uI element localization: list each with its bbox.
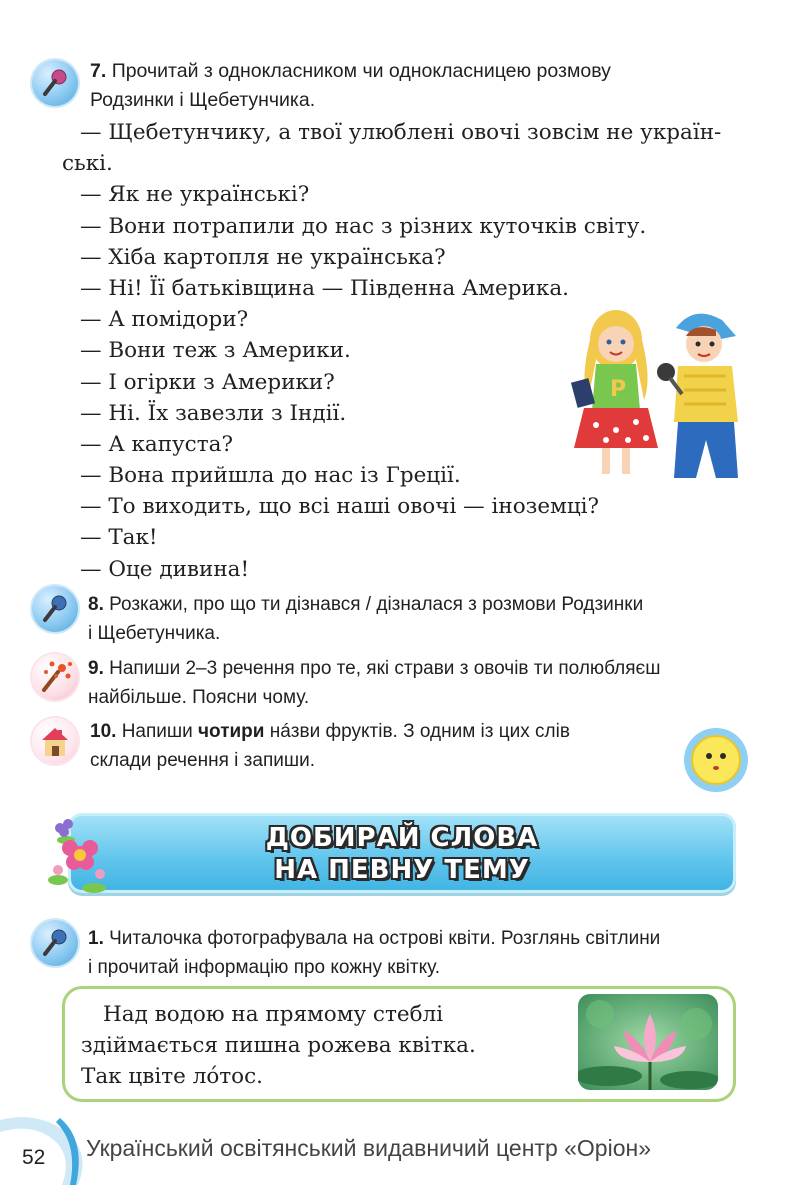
dialog-line: — Як не українські? xyxy=(80,182,310,208)
task-7-text: 7. Прочитай з однокласником чи однокласницею розмову Родзинки і Щебетунчика. xyxy=(90,60,611,111)
dialog-line: — Так! xyxy=(80,525,158,551)
task-9-text: 9. Напиши 2–3 речення про те, які страви з овочів ти полюбляєш найбільше. Поясни чому. xyxy=(88,658,661,708)
microphone-icon xyxy=(32,586,78,632)
task-1-text: 1. Читалочка фотографувала на острові квіти. Розглянь світлини і прочитай інформацію про кожну квітку. xyxy=(88,928,661,978)
lotus-photo xyxy=(578,994,718,1090)
microphone-icon xyxy=(32,60,78,106)
dialog-line: ські. xyxy=(62,151,113,177)
section-title-line-2: НА ПЕВНУ ТЕМУ xyxy=(274,855,530,885)
task-7-number: 7. xyxy=(90,60,107,82)
task-9-number: 9. xyxy=(88,658,104,679)
dialog-line: — Ні! Її батьківщина — Південна Америка. xyxy=(80,275,569,301)
kids-illustration xyxy=(566,300,746,482)
dialog-line: — Вони потрапили до нас з різних куточків світу. xyxy=(80,213,647,239)
task-10-bold-word: чотири xyxy=(198,721,265,742)
section-banner xyxy=(68,813,736,893)
dialog-line: — Вона прийшла до нас із Греції. xyxy=(80,463,461,489)
smiley-icon xyxy=(682,726,750,794)
dialog-line: — Ні. Їх завезли з Індії. xyxy=(80,400,347,426)
task-8-number: 8. xyxy=(88,594,104,615)
task-10-text: 10. Напиши чотири нáзви фруктів. З одним із цих слів склади речення і запиши. xyxy=(90,721,570,771)
task-8-text: 8. Розкажи, про що ти дізнався / дізналася з розмови Родзинки і Щебетунчика. xyxy=(88,594,644,644)
house-icon xyxy=(32,718,78,764)
dialog-line: — То виходить, що всі наші овочі — іноземці? xyxy=(80,494,600,520)
flowers-icon xyxy=(44,810,116,900)
microphone-icon xyxy=(32,920,78,966)
magic-wand-icon xyxy=(32,654,78,700)
dialog-line: — Оце дивина! xyxy=(80,556,250,582)
publisher-name: Український освітянський видавничий центр «Оріон» xyxy=(86,1135,651,1161)
dialog-line: — А капуста? xyxy=(80,431,233,457)
lotus-description: Над водою на прямому стеблі здіймається пишна рожева квітка. Так цвіте ло́тос. xyxy=(81,1002,476,1089)
dialog-line: — Вони теж з Америки. xyxy=(80,338,351,364)
dialog-line: — Щебетунчику, а твої улюблені овочі зовсім не україн- xyxy=(80,120,722,145)
svg-text:P: P xyxy=(610,377,627,402)
dialog-line: — А помідори? xyxy=(80,307,249,333)
task-10-number: 10. xyxy=(90,721,117,742)
task-1-number: 1. xyxy=(88,928,104,949)
dialog-line: — Хіба картопля не українська? xyxy=(80,244,446,270)
page-number: 52 xyxy=(22,1146,46,1169)
lotus-info-box xyxy=(62,986,736,1102)
section-title-line-1: ДОБИРАЙ СЛОВА xyxy=(265,823,539,853)
dialog-line: — І огірки з Америки? xyxy=(80,369,335,395)
